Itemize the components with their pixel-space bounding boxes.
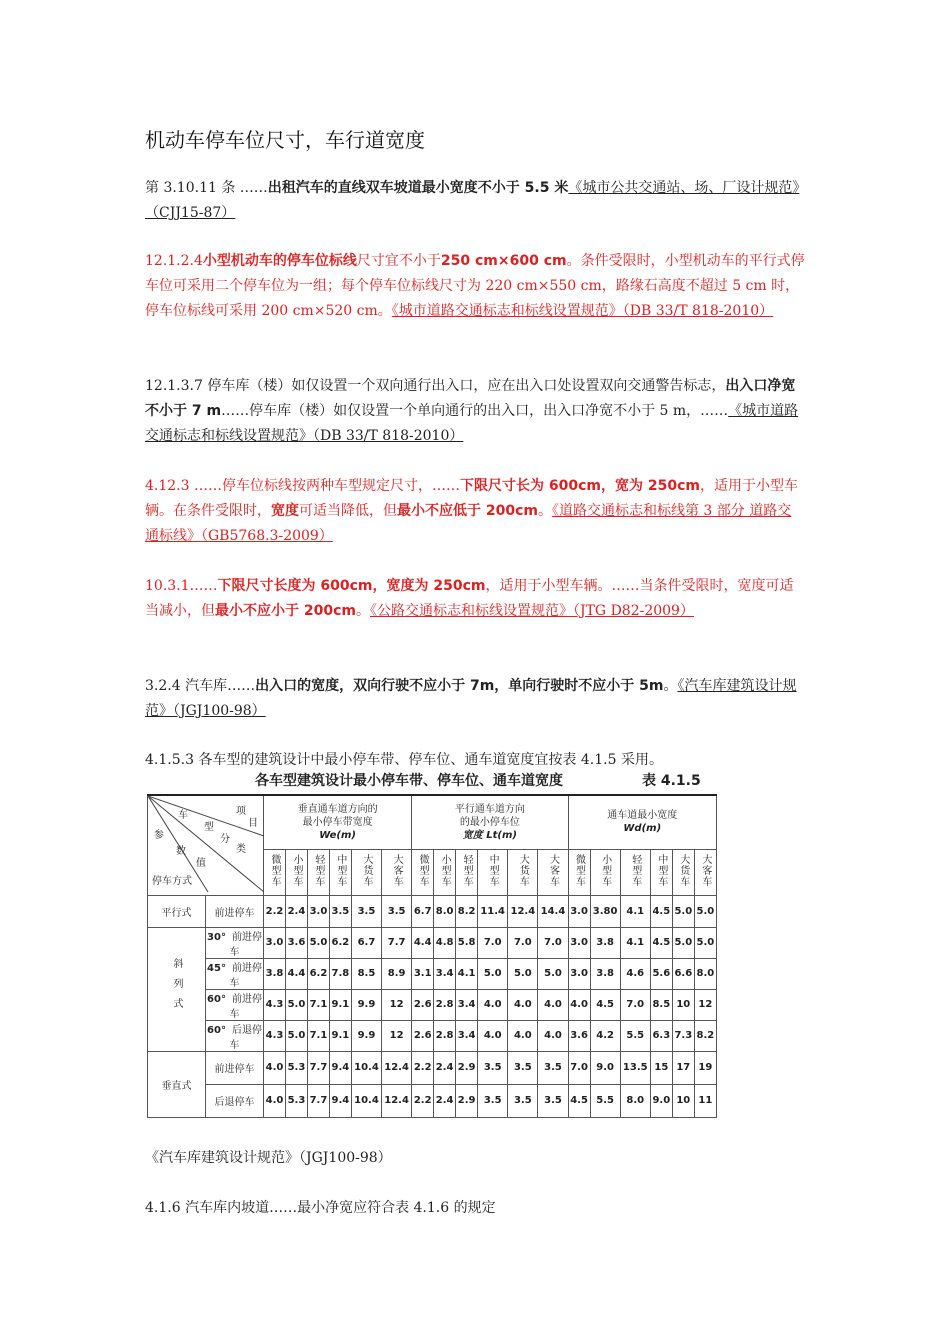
table-value-cell: 7.7 (307, 1084, 329, 1117)
table-value-cell: 12.4 (382, 1051, 412, 1084)
table-value-cell: 4.3 (264, 1020, 286, 1051)
table-value-cell: 6.3 (650, 1020, 672, 1051)
table-value-cell: 5.0 (285, 989, 307, 1020)
clause-text: 。 (355, 603, 370, 619)
table-value-cell: 2.8 (434, 1020, 456, 1051)
cartype-label: 轻型车 (312, 854, 324, 887)
table-value-cell: 5.5 (620, 1020, 650, 1051)
table-value-cell: 4.4 (412, 927, 434, 958)
table-value-cell: 4.0 (478, 1020, 508, 1051)
table-value-cell: 4.1 (456, 958, 478, 989)
table-value-cell: 14.4 (538, 895, 568, 927)
clause-text: ……停车库（楼）如仅设置一个单向通行的出入口，出入口净宽不小于 5 m，…… (221, 403, 729, 419)
clause-number: 12.1.2.4 (145, 253, 203, 269)
table-value-cell: 13.5 (620, 1051, 650, 1084)
group-header-line: We(m) (319, 829, 356, 841)
table-value-cell: 4.0 (264, 1084, 286, 1117)
group-header-stall-depth (264, 795, 412, 849)
clause-emphasis: 最小不应小于 200cm (215, 603, 356, 619)
group-label-vertical: 垂直式 (148, 1051, 206, 1117)
table-value-cell: 10 (672, 989, 694, 1020)
table-value-cell: 4.1 (620, 895, 650, 927)
table-value-cell: 3.5 (538, 1084, 568, 1117)
table-value-cell: 7.0 (568, 1051, 590, 1084)
table-value-cell: 8.2 (694, 1020, 716, 1051)
table-value-cell: 4.6 (620, 958, 650, 989)
table-value-cell: 7.0 (620, 989, 650, 1020)
clause-text: ，适用于小型车辆。……当条件受限时，宽度可适当减小，但 (145, 578, 794, 619)
cartype-header (620, 849, 650, 895)
table-value-cell: 4.0 (508, 1020, 538, 1051)
cartype-label: 中型车 (487, 854, 499, 887)
corner-label: 数 (176, 846, 186, 857)
table-value-cell: 2.8 (434, 989, 456, 1020)
table-value-cell: 6.2 (329, 927, 351, 958)
table-value-cell: 3.8 (264, 958, 286, 989)
table-value-cell: 7.0 (478, 927, 508, 958)
group-header-line: 通车道最小宽度 (607, 810, 678, 822)
table-value-cell: 3.1 (412, 958, 434, 989)
table-value-cell: 8.0 (694, 958, 716, 989)
table-value-cell: 9.1 (329, 989, 351, 1020)
table-value-cell: 7.3 (672, 1020, 694, 1051)
cartype-header (538, 849, 568, 895)
table-value-cell: 9.1 (329, 1020, 351, 1051)
cartype-label: 大货车 (360, 854, 372, 887)
cartype-label: 大货车 (517, 854, 529, 887)
table-value-cell: 3.8 (590, 958, 620, 989)
table-value-cell: 7.1 (307, 1020, 329, 1051)
corner-label: 类 (236, 844, 246, 855)
table-value-cell: 4.5 (590, 989, 620, 1020)
group-label-parallel: 平行式 (148, 895, 206, 927)
page-title: 机动车停车位尺寸，车行道宽度 (145, 128, 425, 152)
cartype-header (329, 849, 351, 895)
parking-mode-cell (206, 1084, 264, 1117)
cartype-header (351, 849, 381, 895)
table-value-cell: 12 (382, 989, 412, 1020)
table-value-cell: 11 (694, 1084, 716, 1117)
table-value-cell: 9.4 (329, 1051, 351, 1084)
parking-mode-cell (206, 1020, 264, 1051)
table-value-cell: 5.0 (307, 927, 329, 958)
table-value-cell: 5.5 (590, 1084, 620, 1117)
table-value-cell: 3.80 (590, 895, 620, 927)
cartype-header (694, 849, 716, 895)
table-value-cell: 2.6 (412, 1020, 434, 1051)
table-value-cell: 3.4 (456, 1020, 478, 1051)
table-value-cell: 9.9 (351, 989, 381, 1020)
table-value-cell: 5.0 (672, 927, 694, 958)
table-value-cell: 5.0 (672, 895, 694, 927)
standard-reference: 《公路交通标志和标线设置规范》（JTG D82-2009） (369, 603, 694, 619)
clause-emphasis: 最小不应低于 200cm (397, 503, 538, 519)
standard-reference: 《道路交通标志和标线第 3 部分 道路交通标线》（GB5768.3-2009） (145, 503, 792, 544)
cartype-label: 大客车 (547, 854, 559, 887)
table-value-cell: 2.9 (456, 1051, 478, 1084)
corner-label: 项 (236, 806, 246, 817)
table-value-cell: 4.5 (568, 1084, 590, 1117)
table-value-cell: 7.8 (329, 958, 351, 989)
group-header-aisle-width (568, 795, 716, 849)
table-caption: 各车型建筑设计最小停车带、停车位、通车道宽度 (255, 773, 563, 789)
cartype-label: 轻型车 (629, 854, 641, 887)
table-value-cell: 6.6 (672, 958, 694, 989)
group-header-stall-width (412, 795, 568, 849)
table-value-cell: 8.0 (434, 895, 456, 927)
cartype-header (478, 849, 508, 895)
corner-label: 型 (204, 822, 214, 833)
table-value-cell: 3.0 (568, 958, 590, 989)
cartype-label: 小型车 (290, 854, 302, 887)
clause-emphasis: 出租汽车的直线双车坡道最小宽度不小于 5.5 米 (267, 180, 569, 196)
table-value-cell: 6.7 (412, 895, 434, 927)
clause-emphasis: 出入口的宽度，双向行驶不应小于 7m，单向行驶时不应小于 5m (255, 678, 664, 694)
table-value-cell: 5.0 (508, 958, 538, 989)
table-value-cell: 12.4 (382, 1084, 412, 1117)
table-number: 表 4.1.5 (642, 773, 701, 789)
table-value-cell: 3.5 (351, 895, 381, 927)
table-value-cell: 9.0 (590, 1051, 620, 1084)
parking-mode-label: 前进停车 (229, 962, 262, 989)
cartype-label: 小型车 (599, 854, 611, 887)
group-header-line: 的最小停车位 (459, 816, 520, 828)
table-value-cell: 4.0 (538, 989, 568, 1020)
table-value-cell: 2.6 (412, 989, 434, 1020)
table-value-cell: 2.9 (456, 1084, 478, 1117)
table-value-cell: 3.8 (590, 927, 620, 958)
table-value-cell: 5.6 (650, 958, 672, 989)
table-value-cell: 5.3 (285, 1084, 307, 1117)
cartype-label: 轻型车 (461, 854, 473, 887)
table-value-cell: 9.9 (351, 1020, 381, 1051)
cartype-header (456, 849, 478, 895)
table-value-cell: 6.2 (307, 958, 329, 989)
paragraph-10-3-1 (145, 574, 805, 624)
paragraph-3-2-4 (145, 674, 805, 724)
corner-label: 值 (196, 858, 206, 869)
table-value-cell: 4.0 (478, 989, 508, 1020)
clause-text: 尺寸宜不小于 (356, 253, 441, 269)
table-value-cell: 2.2 (412, 1084, 434, 1117)
table-value-cell: 12.4 (508, 895, 538, 927)
paragraph-3-10-11 (145, 176, 805, 226)
corner-label: 目 (248, 818, 258, 829)
cartype-label: 微型车 (268, 854, 280, 887)
table-value-cell: 9.0 (650, 1084, 672, 1117)
table-value-cell: 3.0 (264, 927, 286, 958)
cartype-header (434, 849, 456, 895)
table-value-cell: 7.1 (307, 989, 329, 1020)
cartype-header (285, 849, 307, 895)
group-label-text: 斜列式 (171, 957, 182, 1018)
clause-text: 4.12.3 ……停车位标线按两种车型规定尺寸，…… (145, 478, 460, 494)
cartype-label: 大客车 (699, 854, 711, 887)
cartype-label: 大客车 (391, 854, 403, 887)
table-value-cell: 4.1 (620, 927, 650, 958)
parking-mode-label: 后退停车 (229, 1024, 262, 1051)
group-header-line: 垂直通车道方向的 (297, 803, 378, 815)
angle-label: 60° (207, 993, 226, 1005)
group-header-line: 平行通车道方向 (454, 803, 525, 815)
table-value-cell: 8.9 (382, 958, 412, 989)
parking-mode-label: 前进停车 (214, 907, 255, 919)
cartype-header (264, 849, 286, 895)
table-value-cell: 10.4 (351, 1084, 381, 1117)
parking-dimension-table (147, 794, 717, 1118)
table-value-cell: 4.0 (568, 989, 590, 1020)
table-value-cell: 10 (672, 1084, 694, 1117)
parking-mode-label: 前进停车 (229, 931, 262, 958)
table-value-cell: 6.7 (351, 927, 381, 958)
table-value-cell: 5.8 (456, 927, 478, 958)
angle-label: 60° (207, 1024, 226, 1036)
table-value-cell: 3.4 (434, 958, 456, 989)
table-value-cell: 4.5 (650, 895, 672, 927)
table-value-cell: 8.5 (650, 989, 672, 1020)
table-value-cell: 4.8 (434, 927, 456, 958)
group-header-line: 最小停车带宽度 (302, 816, 373, 828)
table-value-cell: 12 (694, 989, 716, 1020)
table-value-cell: 10.4 (351, 1051, 381, 1084)
table-value-cell: 3.5 (508, 1084, 538, 1117)
table-value-cell: 5.0 (694, 895, 716, 927)
parking-mode-cell (206, 958, 264, 989)
parking-mode-label: 后退停车 (214, 1097, 255, 1108)
cartype-header (307, 849, 329, 895)
table-value-cell: 3.5 (382, 895, 412, 927)
cartype-header (382, 849, 412, 895)
cartype-header (672, 849, 694, 895)
table-value-cell: 4.4 (285, 958, 307, 989)
group-header-line: 宽度 Lt(m) (462, 829, 517, 841)
table-value-cell: 15 (650, 1051, 672, 1084)
table-value-cell: 3.0 (568, 895, 590, 927)
table-value-cell: 9.4 (329, 1084, 351, 1117)
angle-label: 45° (207, 962, 226, 974)
parking-mode-cell (206, 989, 264, 1020)
table-value-cell: 7.0 (508, 927, 538, 958)
parking-mode-label: 前进停车 (214, 1064, 255, 1075)
table-value-cell: 4.2 (590, 1020, 620, 1051)
table-value-cell: 4.5 (650, 927, 672, 958)
table-value-cell: 3.5 (508, 1051, 538, 1084)
table-value-cell: 4.0 (538, 1020, 568, 1051)
paragraph-4-12-3 (145, 474, 805, 549)
clause-emphasis: 小型机动车的停车位标线 (202, 253, 357, 269)
table-value-cell: 19 (694, 1051, 716, 1084)
table-value-cell: 11.4 (478, 895, 508, 927)
table-value-cell: 5.0 (538, 958, 568, 989)
corner-label: 参 (154, 830, 164, 841)
table-value-cell: 8.5 (351, 958, 381, 989)
table-value-cell: 8.0 (620, 1084, 650, 1117)
table-value-cell: 2.4 (285, 895, 307, 927)
table-value-cell: 4.0 (508, 989, 538, 1020)
clause-emphasis: 下限尺寸长度为 600cm，宽度为 250cm (217, 578, 486, 594)
table-value-cell: 2.4 (434, 1051, 456, 1084)
cartype-header (650, 849, 672, 895)
cartype-header (412, 849, 434, 895)
paragraph-12-1-2-4 (145, 249, 805, 324)
standard-reference: 《城市道路交通标志和标线设置规范》（DB 33/T 818-2010） (391, 303, 774, 319)
cartype-header (508, 849, 538, 895)
table-value-cell: 4.3 (264, 989, 286, 1020)
clause-text: 。 (537, 503, 552, 519)
table-source-reference: 《汽车库建筑设计规范》（JGJ100-98） (145, 1150, 392, 1166)
standard-reference: 《城市公共交通站、场、厂设计规范》（CJJ15-87） (145, 180, 800, 221)
table-value-cell: 17 (672, 1051, 694, 1084)
clause-emphasis: 250 cm×600 cm (440, 253, 567, 269)
table-value-cell: 3.5 (538, 1051, 568, 1084)
parking-mode-cell (206, 927, 264, 958)
table-value-cell: 3.5 (478, 1084, 508, 1117)
cartype-header (568, 849, 590, 895)
paragraph-4-1-5-3: 4.1.5.3 各车型的建筑设计中最小停车带、停车位、通车道宽度宜按表 4.1.5 采用。 (145, 752, 663, 768)
group-label-oblique (148, 927, 206, 1051)
table-value-cell: 12 (382, 1020, 412, 1051)
paragraph-4-1-6: 4.1.6 汽车库内坡道……最小净宽应符合表 4.1.6 的规定 (145, 1200, 496, 1216)
table-value-cell: 3.0 (307, 895, 329, 927)
table-value-cell: 2.4 (434, 1084, 456, 1117)
cartype-label: 微型车 (573, 854, 585, 887)
corner-label: 车 (178, 810, 188, 821)
table-value-cell: 5.0 (478, 958, 508, 989)
table-value-cell: 4.0 (264, 1051, 286, 1084)
parking-mode-cell (206, 895, 264, 927)
table-value-cell: 2.2 (412, 1051, 434, 1084)
table-value-cell: 3.5 (329, 895, 351, 927)
table-value-cell: 7.7 (382, 927, 412, 958)
clause-emphasis: 宽度 (271, 503, 299, 519)
standard-reference: 《城市道路交通标志和标线设置规范》（DB 33/T 818-2010） (145, 403, 799, 444)
table-value-cell: 2.2 (264, 895, 286, 927)
corner-label: 分 (220, 834, 230, 845)
clause-text: 3.2.4 汽车库…… (145, 678, 256, 694)
table-value-cell: 7.7 (307, 1051, 329, 1084)
clause-text: ，适用于小型车辆。在条件受限时， (145, 478, 798, 519)
clause-emphasis: 下限尺寸长为 600cm，宽为 250cm (459, 478, 700, 494)
table-value-cell: 3.6 (285, 927, 307, 958)
cartype-label: 中型车 (655, 854, 667, 887)
clause-text: 。条件受限时，小型机动车的平行式停车位可采用二个停车位为一组；每个停车位标线尺寸为 220 cm×550 cm，路缘石高度不超过 5 cm 时，停车位标线可采用 200 cm×520 cm。 (145, 253, 805, 319)
clause-emphasis: 出入口净宽不小于 7 m (145, 378, 796, 419)
standard-reference: 《汽车库建筑设计规范》（JGJ100-98） (145, 678, 797, 719)
cartype-label: 小型车 (439, 854, 451, 887)
table-value-cell: 5.0 (694, 927, 716, 958)
group-header-line: Wd(m) (623, 823, 662, 835)
angle-label: 30° (207, 931, 226, 943)
clause-text: 10.3.1…… (145, 578, 218, 594)
table-value-cell: 3.0 (568, 927, 590, 958)
table-value-cell: 3.6 (568, 1020, 590, 1051)
clause-prefix: 第 3.10.11 条 …… (145, 180, 268, 196)
table-value-cell: 3.5 (478, 1051, 508, 1084)
table-value-cell: 8.2 (456, 895, 478, 927)
table-value-cell: 5.3 (285, 1051, 307, 1084)
parking-mode-label: 前进停车 (229, 993, 262, 1020)
cartype-label: 微型车 (417, 854, 429, 887)
clause-text: 。 (663, 678, 678, 694)
cartype-label: 大货车 (677, 854, 689, 887)
table-value-cell: 3.4 (456, 989, 478, 1020)
clause-text: 12.1.3.7 停车库（楼）如仅设置一个双向通行出入口，应在出入口处设置双向交通警告标志， (145, 378, 726, 394)
paragraph-12-1-3-7 (145, 374, 805, 449)
cartype-label: 中型车 (334, 854, 346, 887)
table-value-cell: 5.0 (285, 1020, 307, 1051)
corner-label: 停车方式 (152, 876, 192, 887)
clause-text: 可适当降低，但 (299, 503, 397, 519)
cartype-header (590, 849, 620, 895)
table-corner-header (148, 795, 264, 895)
parking-mode-cell (206, 1051, 264, 1084)
table-value-cell: 7.0 (538, 927, 568, 958)
